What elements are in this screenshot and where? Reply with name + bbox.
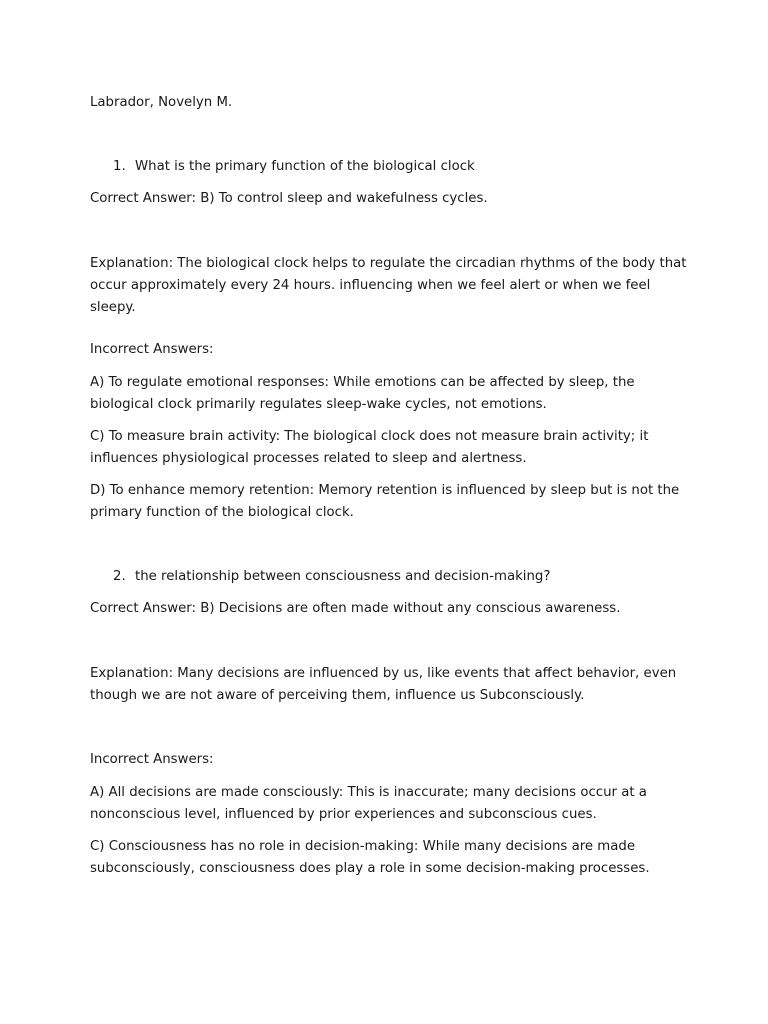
correct-answer: Correct Answer: B) To control sleep and wakefulness cycles. <box>90 191 488 206</box>
incorrect-answer-a: A) To regulate emotional responses: While emotions can be affected by sleep, the biological clock primarily regulates sleep-wake cycles, not emotions. <box>90 375 635 412</box>
correct-answer: Correct Answer: B) Decisions are often made without any conscious awareness. <box>90 601 621 616</box>
question-text: What is the primary function of the biological clock <box>135 159 475 174</box>
explanation: Explanation: The biological clock helps to regulate the circadian rhythms of the body that occur approximately every 24 hours. influencing when we feel alert or when we feel sleepy. <box>90 256 687 315</box>
explanation: Explanation: Many decisions are influenced by us, like events that affect behavior, even though we are not aware of perceiving them, influence us Subconsciously. <box>90 666 677 703</box>
question-number: 2. <box>113 569 126 584</box>
question-text: the relationship between consciousness and decision-making? <box>135 569 551 584</box>
incorrect-answer-c: C) Consciousness has no role in decision-making: While many decisions are made subconsciously, consciousness does play a role in some decision-making processes. <box>90 839 650 876</box>
incorrect-answer-a: A) All decisions are made consciously: This is inaccurate; many decisions occur at a nonconscious level, influenced by prior experiences and subconscious cues. <box>90 785 647 822</box>
author-name: Labrador, Novelyn M. <box>90 95 233 110</box>
incorrect-answers-heading: Incorrect Answers: <box>90 342 214 357</box>
incorrect-answers-heading: Incorrect Answers: <box>90 752 214 767</box>
question-number: 1. <box>113 159 126 174</box>
incorrect-answer-c: C) To measure brain activity: The biological clock does not measure brain activity; it influences physiological processes related to sleep and alertness. <box>90 429 649 466</box>
incorrect-answer-d: D) To enhance memory retention: Memory retention is influenced by sleep but is not the primary function of the biological clock. <box>90 483 680 520</box>
